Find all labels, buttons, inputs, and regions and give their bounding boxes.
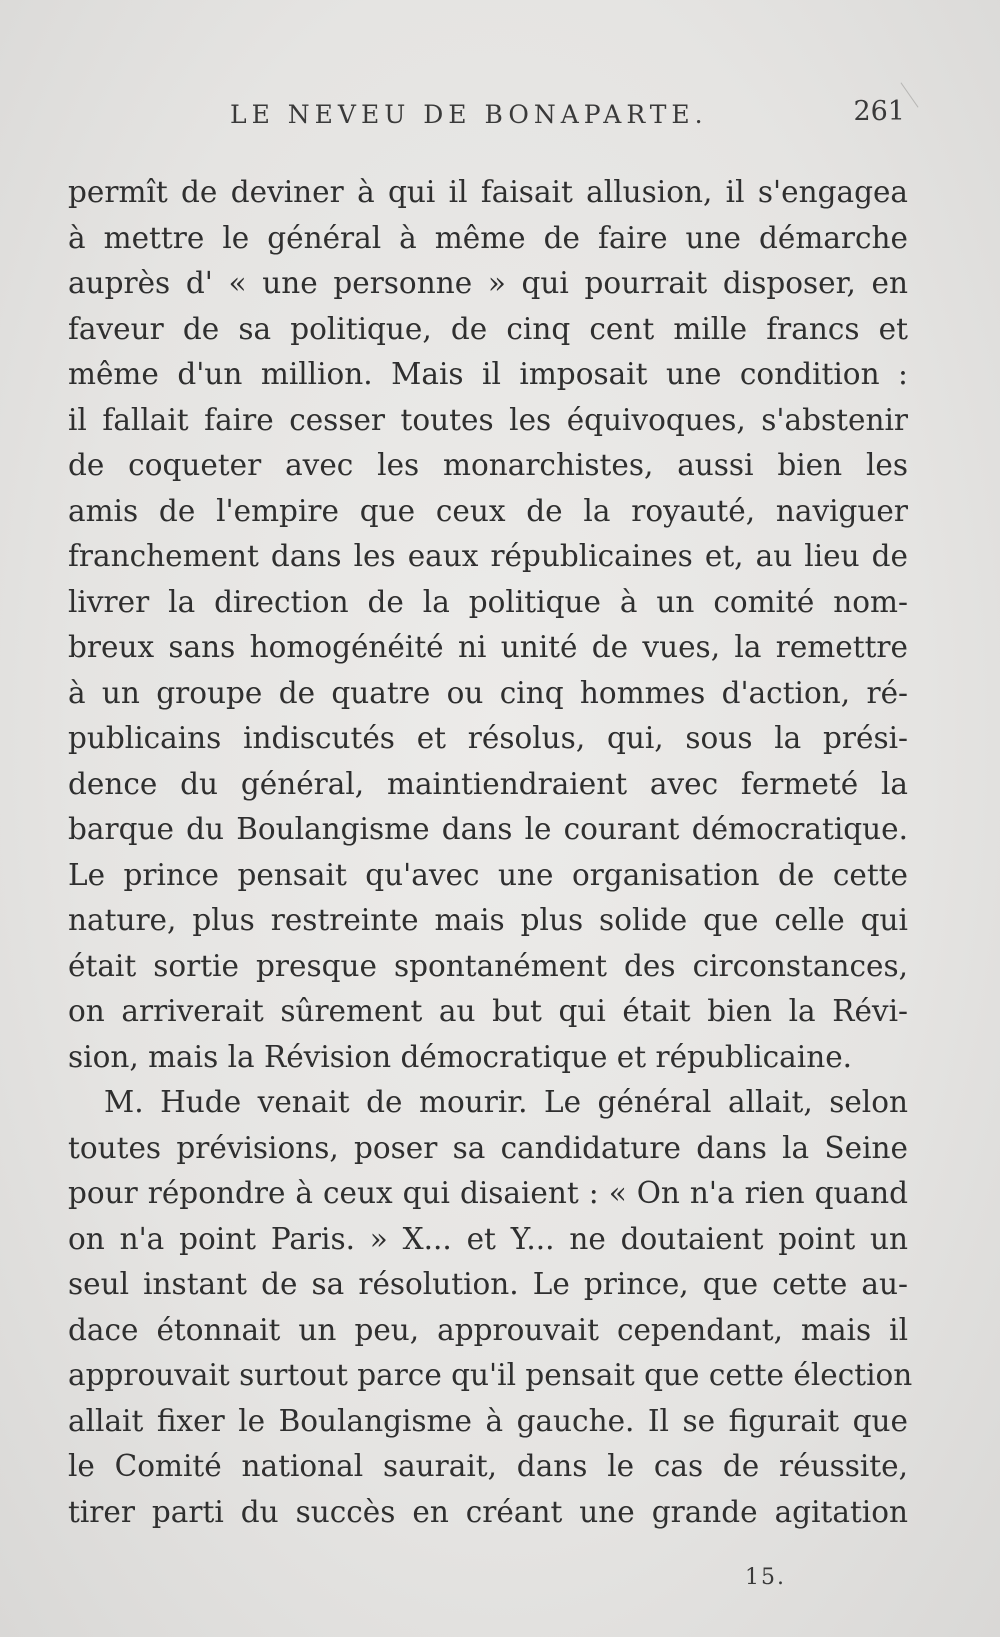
- text-line-paragraph-start: M. Hude venait de mourir. Le général allait, selon: [104, 1085, 908, 1119]
- text-line: était sortie presque spontanément des circonstances,: [68, 948, 908, 983]
- text-line: le Comité national saurait, dans le cas de réussite,: [68, 1449, 908, 1483]
- text-line: allait fixer le Boulangisme à gauche. Il se figurait que: [68, 1403, 908, 1438]
- text-line: tirer parti du succès en créant une grande agitation: [68, 1494, 908, 1529]
- running-title: LE NEVEU DE BONAPARTE.: [230, 100, 708, 129]
- text-line: breux sans homogénéité ni unité de vues, la remettre: [68, 630, 908, 664]
- text-line-paragraph-end: sion, mais la Révision démocratique et républicaine.: [68, 1039, 853, 1074]
- text-line: on n'a point Paris. » X... et Y... ne doutaient point un: [68, 1221, 908, 1256]
- text-line: permît de deviner à qui il faisait allusion, il s'engagea: [68, 175, 908, 209]
- text-line: dace étonnait un peu, approuvait cependant, mais il: [68, 1312, 908, 1347]
- text-line: toutes prévisions, poser sa candidature dans la Seine: [68, 1130, 908, 1165]
- text-line: Le prince pensait qu'avec une organisation de cette: [68, 857, 908, 892]
- text-line: même d'un million. Mais il imposait une condition :: [68, 357, 908, 391]
- page-number: 261: [853, 96, 905, 127]
- text-line: auprès d' « une personne » qui pourrait disposer, en: [68, 266, 908, 300]
- text-line: dence du général, maintiendraient avec fermeté la: [68, 766, 908, 801]
- text-line: franchement dans les eaux républicaines et, au lieu de: [68, 539, 908, 573]
- text-line: pour répondre à ceux qui disaient : « On n'a rien quand: [68, 1176, 908, 1210]
- signature-mark: 15.: [745, 1565, 786, 1590]
- text-line: amis de l'empire que ceux de la royauté, naviguer: [68, 493, 908, 528]
- text-line: à mettre le général à même de faire une démarche: [68, 220, 908, 255]
- text-line: à un groupe de quatre ou cinq hommes d'action, ré-: [68, 675, 908, 710]
- text-line: publicains indiscutés et résolus, qui, sous la prési-: [68, 721, 908, 755]
- text-line: seul instant de sa résolution. Le prince, que cette au-: [68, 1267, 908, 1301]
- text-line: barque du Boulangisme dans le courant démocratique.: [68, 812, 908, 846]
- text-line: faveur de sa politique, de cinq cent mille francs et: [68, 311, 908, 346]
- text-line: approuvait surtout parce qu'il pensait que cette élection: [68, 1358, 913, 1392]
- text-line: de coqueter avec les monarchistes, aussi bien les: [68, 448, 908, 482]
- page-header: [70, 96, 905, 140]
- text-line: livrer la direction de la politique à un comité nom-: [68, 584, 908, 619]
- text-line: il fallait faire cesser toutes les équivoques, s'abstenir: [68, 402, 908, 437]
- text-line: nature, plus restreinte mais plus solide que celle qui: [68, 903, 908, 937]
- text-line: on arriverait sûrement au but qui était bien la Révi-: [68, 994, 908, 1028]
- body-text: [68, 170, 913, 1535]
